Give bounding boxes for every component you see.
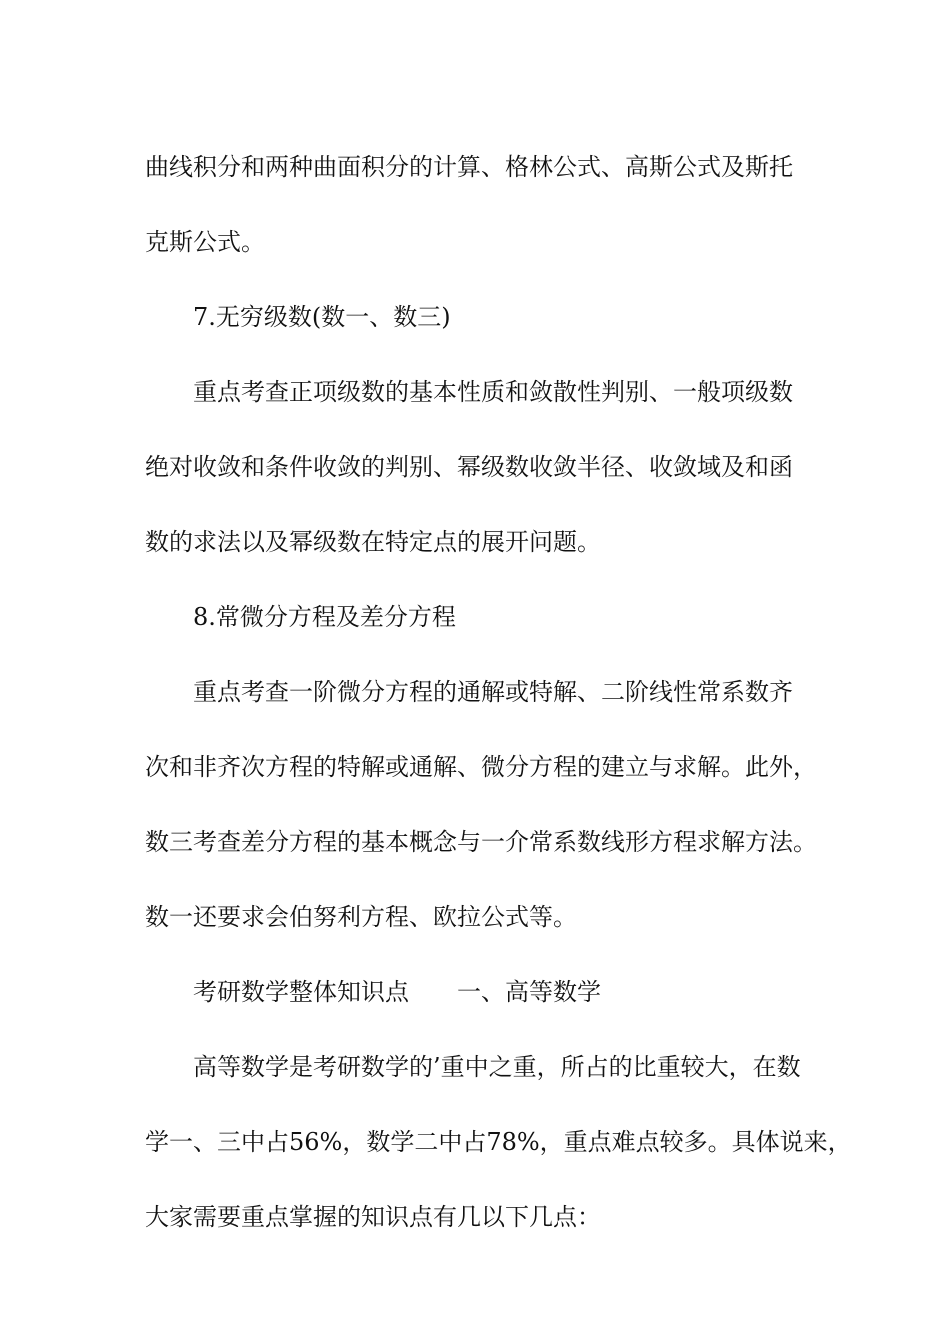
document-body bbox=[145, 130, 852, 1255]
text-line-4: 重点考查正项级数的基本性质和敛散性判别、一般项级数 bbox=[193, 378, 793, 406]
text-line-11: 数一还要求会伯努利方程、欧拉公式等。 bbox=[145, 903, 577, 931]
text-line-1: 曲线积分和两种曲面积分的计算、格林公式、高斯公式及斯托 bbox=[145, 153, 793, 181]
text-line-5: 绝对收敛和条件收敛的判别、幂级数收敛半径、收敛域及和函 bbox=[145, 453, 793, 481]
text-line-13: 高等数学是考研数学的’重中之重，所占的比重较大，在数 bbox=[193, 1053, 801, 1081]
text-line-8: 重点考查一阶微分方程的通解或特解、二阶线性常系数齐 bbox=[193, 678, 793, 706]
text-line-9: 次和非齐次方程的特解或通解、微分方程的建立与求解。此外， bbox=[145, 753, 817, 781]
text-line-10: 数三考查差分方程的基本概念与一介常系数线形方程求解方法。 bbox=[145, 828, 817, 856]
text-line-15: 大家需要重点掌握的知识点有几以下几点： bbox=[145, 1203, 601, 1231]
text-line-14: 学一、三中占56%，数学二中占78%，重点难点较多。具体说来， bbox=[145, 1128, 852, 1156]
section-heading-overall-knowledge: 考研数学整体知识点 一、高等数学 bbox=[193, 978, 601, 1006]
text-line-2: 克斯公式。 bbox=[145, 228, 265, 256]
section-heading-differential-equations: 8.常微分方程及差分方程 bbox=[193, 603, 456, 631]
section-heading-series: 7.无穷级数(数一、数三) bbox=[193, 303, 451, 331]
text-line-6: 数的求法以及幂级数在特定点的展开问题。 bbox=[145, 528, 601, 556]
